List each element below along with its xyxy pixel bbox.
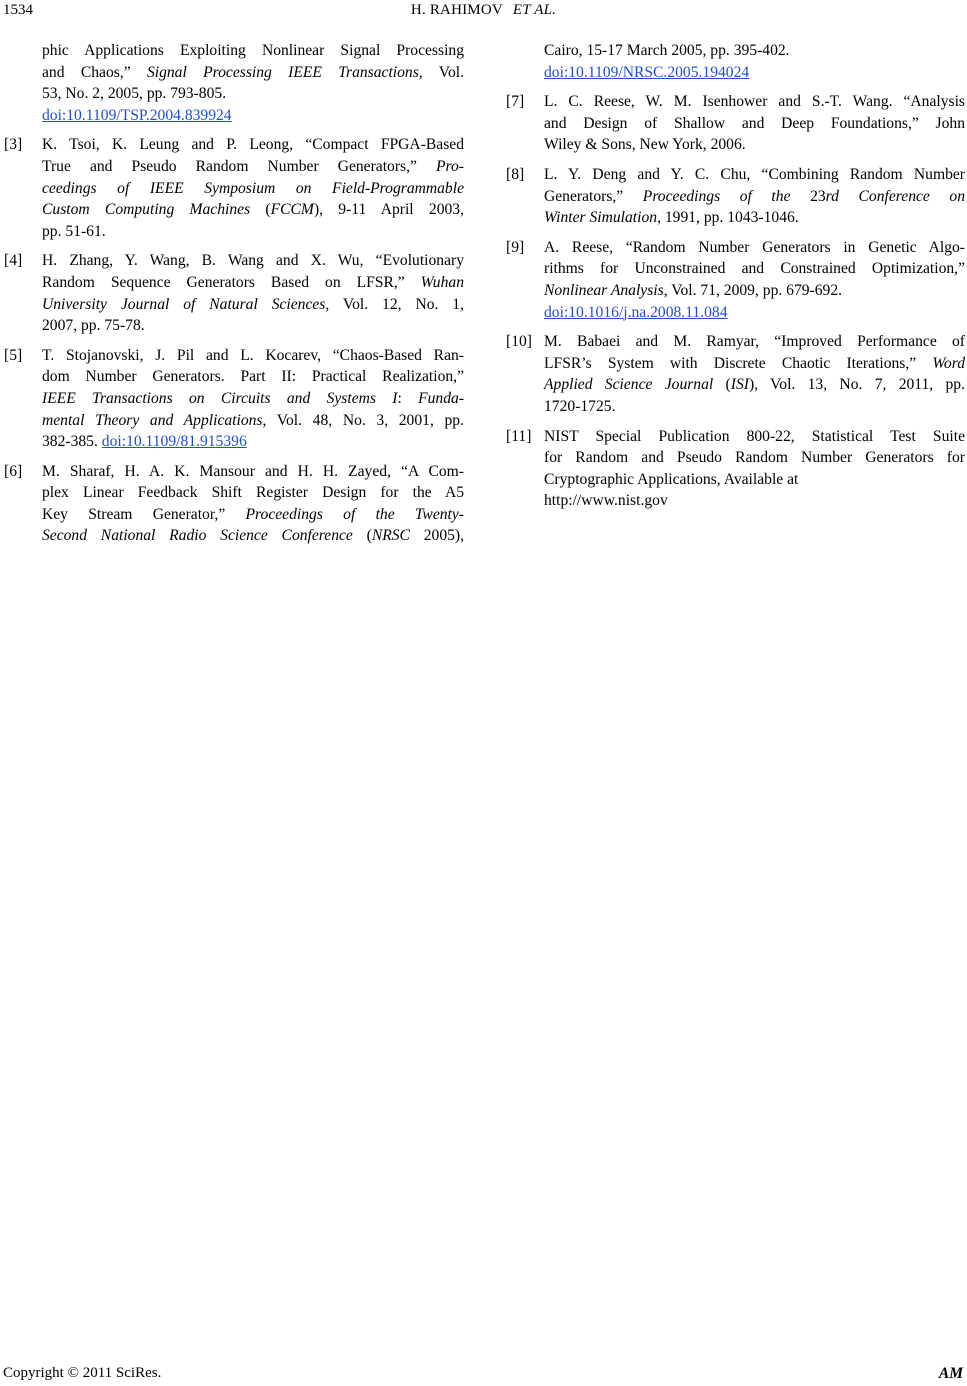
ref-line — [42, 388, 464, 410]
journal-title: Signal Processing IEEE Transactions — [146, 63, 419, 81]
ref-italic: mental Theory and Applications — [42, 411, 263, 429]
ref-line — [42, 431, 464, 453]
copyright-notice: Copyright © 2011 SciRes. — [3, 1365, 162, 1381]
doi-link[interactable]: doi:10.1016/j.na.2008.11.084 — [544, 303, 728, 321]
ref-line — [42, 178, 464, 200]
right-column — [506, 40, 965, 512]
ref-line: 53, No. 2, 2005, pp. 793-805. — [42, 85, 227, 103]
reference-number: [9] — [506, 238, 525, 256]
ref-text: , Vol. 48, No. 3, 2001, pp. — [262, 411, 464, 429]
ref-line: NIST Special Publication 800-22, Statistical Test Suite — [544, 427, 965, 445]
ref-line: phic Applications Exploiting Nonlinear Signal Processing — [42, 42, 464, 59]
ref-line — [544, 186, 965, 208]
running-head-authors: H. RAHIMOV — [410, 2, 503, 18]
ref-line — [42, 62, 464, 84]
ref-line: L. C. Reese, W. M. Isenhower and S.-T. Wang. “Analysis — [544, 93, 965, 111]
ref-italic: ceedings of IEEE Symposium on Field-Programmable — [42, 179, 464, 197]
ref-italic: Nonlinear Analysis — [544, 281, 664, 299]
ref-line — [544, 490, 965, 512]
ref-line — [544, 353, 965, 375]
ref-line: Cryptographic Applications, Available at — [544, 470, 799, 488]
ref-line — [544, 62, 965, 84]
ref-italic: ISI — [730, 376, 749, 394]
doi-link[interactable]: doi:10.1109/NRSC.2005.194024 — [544, 63, 750, 81]
page-number: 1534 — [3, 2, 33, 18]
running-head-etal: ET AL. — [512, 2, 557, 18]
reference-7 — [506, 91, 965, 156]
ref-line: A. Reese, “Random Number Generators in Genetic Algo- — [544, 238, 965, 256]
reference-5 — [4, 345, 464, 453]
ref-line — [544, 207, 965, 229]
ref-italic: Proceedings of the — [642, 187, 791, 205]
ref-line: L. Y. Deng and Y. C. Chu, “Combining Random Number — [544, 165, 965, 183]
ref-line: M. Babaei and M. Ramyar, “Improved Performance of — [544, 333, 965, 351]
ref-line: dom Number Generators. Part II: Practical Realization,” — [42, 368, 464, 386]
ref-text: : — [397, 389, 419, 407]
ref-line: Wiley & Sons, New York, 2006. — [544, 136, 746, 154]
ref-line — [42, 105, 464, 127]
nist-url[interactable]: http://www.nist.gov — [544, 492, 668, 510]
ref-italic: Winter Simulation — [544, 209, 658, 227]
ref-text: Random Sequence Generators Based on LFSR,” — [42, 273, 421, 291]
ref-line: 1720-1725. — [544, 397, 616, 415]
ref-text: 382-385. — [42, 433, 102, 451]
ref-text: ( — [352, 527, 372, 545]
ref-text: and Chaos,” — [42, 63, 147, 81]
ref-line — [544, 280, 965, 302]
ref-line: M. Sharaf, H. A. K. Mansour and H. H. Zayed, “A Com- — [42, 462, 464, 480]
ref-text: , Vol. 71, 2009, pp. 679-692. — [663, 281, 843, 299]
ref-text: , 1991, pp. 1043-1046. — [657, 209, 799, 227]
ref-text: Key Stream Generator,” — [42, 505, 246, 523]
ref-text: LFSR’s System with Discrete Chaotic Iterations,” — [544, 354, 933, 372]
ref-line — [42, 410, 464, 432]
ref-line — [42, 156, 464, 178]
doi-link[interactable]: doi:10.1109/TSP.2004.839924 — [42, 106, 232, 124]
reference-number: [10] — [506, 333, 532, 351]
ref-text: ), Vol. 13, No. 7, 2011, pp. — [748, 376, 966, 394]
ref-text: , Vol. — [418, 63, 464, 81]
ref-italic: FCCM — [270, 201, 314, 219]
ref-text: Generators,” — [544, 187, 643, 205]
reference-number: [6] — [4, 462, 23, 480]
ref-line: K. Tsoi, K. Leung and P. Leong, “Compact FPGA-Based — [42, 136, 464, 154]
ref-line: H. Zhang, Y. Wang, B. Wang and X. Wu, “Evolutionary — [42, 252, 464, 270]
ref-line: 2007, pp. 75-78. — [42, 317, 145, 335]
ref-italic: Wuhan — [420, 273, 464, 291]
ref-line — [42, 504, 464, 526]
ref-italic: NRSC — [371, 527, 410, 545]
reference-8 — [506, 164, 965, 229]
reference-9 — [506, 237, 965, 323]
ref-line: for Random and Pseudo Random Number Generators for — [544, 449, 965, 467]
ref-line — [42, 199, 464, 221]
reference-2-continued — [4, 40, 464, 126]
ref-italic: Custom Computing Machines — [42, 201, 251, 219]
ref-line — [544, 374, 965, 396]
reference-6 — [4, 461, 464, 547]
ref-line: and Design of Shallow and Deep Foundations,” John — [544, 114, 965, 132]
reference-number: [8] — [506, 165, 525, 183]
left-column — [4, 40, 464, 547]
ref-italic: Word — [932, 354, 965, 372]
ref-line — [42, 294, 464, 316]
reference-number: [7] — [506, 93, 525, 111]
reference-number: [11] — [506, 427, 532, 445]
ref-italic: Applied Science Journal — [544, 376, 714, 394]
ref-italic: Proceedings of the Twenty- — [245, 505, 464, 523]
ref-italic: Funda- — [418, 389, 465, 407]
ref-text: True and Pseudo Random Number Generators,” — [42, 157, 436, 175]
ref-italic: rd Conference on — [825, 187, 965, 205]
ref-text: ( — [713, 376, 731, 394]
ref-text: , Vol. 12, No. 1, — [325, 295, 464, 313]
ref-line: Cairo, 15-17 March 2005, pp. 395-402. — [544, 42, 790, 59]
ref-text: ), 9-11 April 2003, — [313, 201, 464, 219]
ref-line: pp. 51-61. — [42, 222, 106, 240]
ref-italic: Second National Radio Science Conference — [42, 527, 353, 545]
ref-line: rithms for Unconstrained and Constrained Optimization,” — [544, 260, 965, 278]
reference-10 — [506, 331, 965, 417]
ref-line — [42, 525, 464, 547]
ref-text: ( — [250, 201, 271, 219]
ref-italic: University Journal of Natural Sciences — [42, 295, 326, 313]
ref-text: 23 — [790, 187, 826, 205]
reference-number: [5] — [4, 346, 23, 364]
journal-abbreviation: AM — [938, 1365, 963, 1382]
reference-3 — [4, 134, 464, 242]
ref-italic: Pro- — [435, 157, 464, 175]
ref-line: T. Stojanovski, J. Pil and L. Kocarev, “Chaos-Based Ran- — [42, 346, 464, 364]
reference-6-continued — [506, 40, 965, 83]
reference-4 — [4, 250, 464, 336]
ref-italic: IEEE Transactions on Circuits and Systems I — [42, 389, 398, 407]
reference-number: [3] — [4, 136, 23, 154]
ref-line — [42, 272, 464, 294]
reference-11 — [506, 426, 965, 512]
reference-number: [4] — [4, 252, 23, 270]
ref-text: 2005), — [409, 527, 465, 545]
ref-line — [544, 302, 965, 324]
running-head — [0, 2, 967, 19]
doi-link[interactable]: doi:10.1109/81.915396 — [101, 433, 247, 451]
ref-line: plex Linear Feedback Shift Register Design for the A5 — [42, 484, 464, 502]
